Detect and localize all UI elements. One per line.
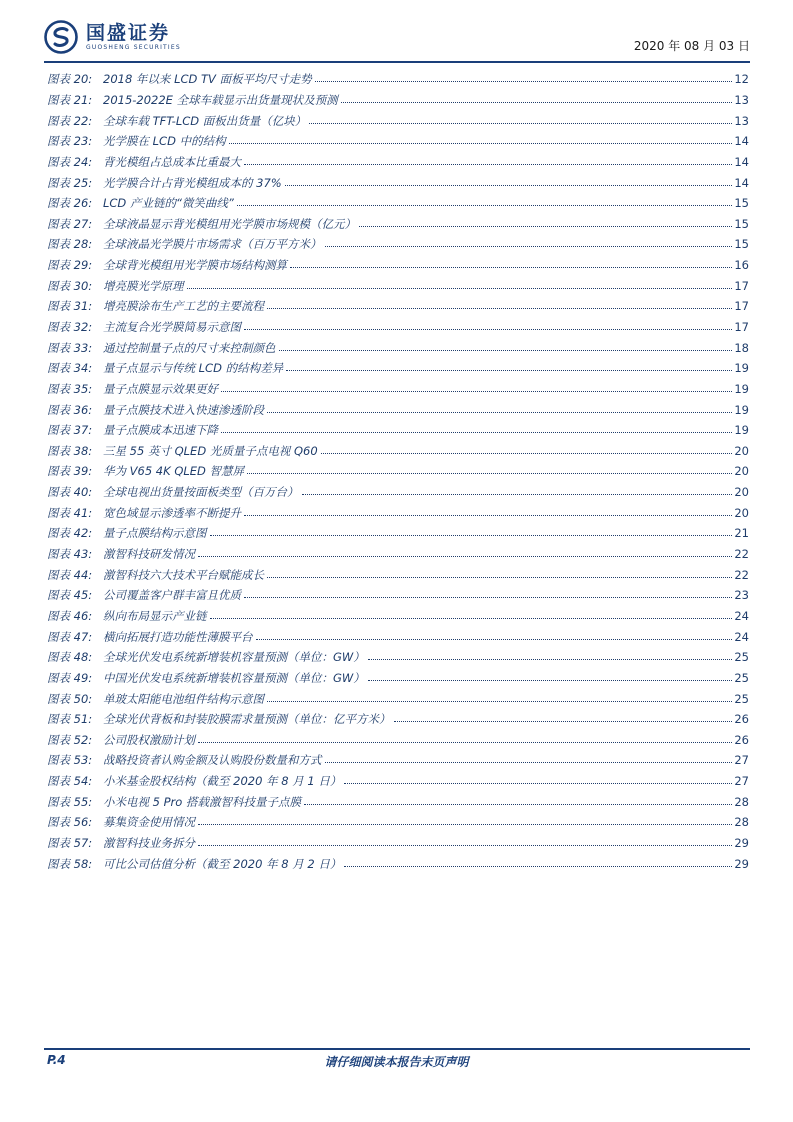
toc-figure-title: 全球背光模组用光学膜市场结构测算 (103, 258, 287, 273)
toc-figure-label: 图表 58: (47, 856, 93, 871)
toc-figure-title: 光学膜在 LCD 中的结构 (103, 134, 226, 149)
toc-figure-label: 图表 23: (47, 134, 93, 149)
toc-dot-leader (221, 391, 732, 392)
toc-figure-title: 光学膜合计占背光模组成本的 37% (103, 175, 282, 190)
toc-entry[interactable] (47, 420, 749, 441)
toc-figure-title: 小米电视 5 Pro 搭载激智科技量子点膜 (103, 794, 301, 809)
toc-figure-title: 单玻太阳能电池组件结构示意图 (103, 691, 264, 706)
toc-figure-label: 图表 30: (47, 278, 93, 293)
toc-figure-label: 图表 32: (47, 320, 93, 334)
toc-entry[interactable] (47, 213, 749, 234)
toc-page-number: 14 (734, 175, 749, 190)
toc-page-number: 25 (734, 691, 749, 706)
toc-entry[interactable] (47, 853, 749, 874)
toc-entry[interactable] (47, 544, 749, 565)
toc-figure-label: 图表 55: (47, 794, 93, 809)
toc-entry[interactable] (47, 234, 749, 255)
toc-entry[interactable] (47, 606, 749, 627)
toc-figure-title: 激智科技业务拆分 (103, 836, 195, 851)
toc-dot-leader (210, 618, 733, 619)
toc-page-number: 27 (734, 774, 749, 789)
toc-figure-label: 图表 36: (47, 402, 93, 417)
toc-page-number: 26 (734, 712, 749, 727)
toc-figure-label: 图表 41: (47, 505, 93, 520)
toc-entry[interactable] (47, 750, 749, 771)
toc-figure-title: 背光模组占总成本比重最大 (103, 154, 241, 169)
toc-dot-leader (368, 680, 733, 681)
toc-figure-label: 图表 50: (47, 691, 93, 706)
toc-figure-title: 量子点膜成本迅速下降 (103, 423, 218, 438)
toc-entry[interactable] (47, 564, 749, 585)
toc-page-number: 21 (734, 526, 749, 541)
toc-dot-leader (344, 866, 732, 867)
toc-figure-title: 激智科技六大技术平台赋能成长 (103, 567, 264, 582)
toc-figure-title: 中国光伏发电系统新增装机容量预测（单位：GW） (103, 670, 365, 685)
toc-page-number: 13 (734, 92, 749, 107)
toc-figure-label: 图表 33: (47, 340, 93, 355)
toc-page-number: 17 (734, 299, 749, 314)
toc-figure-label: 图表 42: (47, 526, 93, 541)
toc-figure-title: 量子点膜技术进入快速渗透阶段 (103, 402, 264, 417)
toc-page-number: 19 (734, 402, 749, 417)
toc-entry[interactable] (47, 358, 749, 379)
figure-index-list (47, 69, 749, 874)
toc-page-number: 15 (734, 196, 749, 211)
toc-figure-title: 增亮膜涂布生产工艺的主要流程 (103, 299, 264, 314)
toc-dot-leader (244, 329, 732, 330)
toc-figure-title: LCD 产业链的“微笑曲线” (103, 196, 234, 211)
toc-figure-title: 横向拓展打造功能性薄膜平台 (103, 629, 253, 644)
toc-page-number: 18 (734, 340, 749, 355)
toc-dot-leader (237, 205, 732, 206)
toc-figure-title: 全球光伏背板和封装胶膜需求量预测（单位：亿平方米） (103, 712, 391, 727)
toc-figure-title: 全球液晶显示背光模组用光学膜市场规模（亿元） (103, 216, 356, 231)
toc-figure-label: 图表 46: (47, 608, 93, 623)
toc-page-number: 13 (734, 113, 749, 128)
toc-figure-title: 量子点膜显示效果更好 (103, 381, 218, 396)
toc-entry[interactable] (47, 771, 749, 792)
toc-page-number: 28 (734, 794, 749, 809)
toc-figure-label: 图表 28: (47, 237, 93, 252)
toc-figure-label: 图表 57: (47, 836, 93, 851)
toc-figure-label: 图表 29: (47, 258, 93, 273)
toc-figure-title: 2015-2022E 全球车载显示出货量现状及预测 (103, 92, 338, 107)
toc-dot-leader (244, 515, 732, 516)
toc-entry[interactable] (47, 441, 749, 462)
toc-figure-label: 图表 24: (47, 154, 93, 169)
toc-page-number: 27 (734, 753, 749, 768)
toc-page-number: 26 (734, 732, 749, 747)
toc-figure-title: 量子点膜结构示意图 (103, 526, 207, 541)
toc-dot-leader (359, 226, 732, 227)
toc-figure-label: 图表 37: (47, 423, 93, 438)
toc-figure-title: 可比公司估值分析（截至 2020 年 8 月 2 日） (103, 856, 342, 871)
toc-figure-label: 图表 21: (47, 92, 93, 107)
toc-dot-leader (198, 824, 732, 825)
toc-figure-title: 纵向布局显示产业链 (103, 608, 207, 623)
toc-dot-leader (302, 494, 733, 495)
toc-entry[interactable] (47, 193, 749, 214)
toc-dot-leader (229, 143, 733, 144)
toc-dot-leader (325, 762, 733, 763)
toc-entry[interactable] (47, 482, 749, 503)
toc-dot-leader (221, 432, 732, 433)
toc-dot-leader (244, 164, 732, 165)
toc-entry[interactable] (47, 110, 749, 131)
toc-entry[interactable] (47, 296, 749, 317)
toc-figure-label: 图表 31: (47, 299, 93, 314)
toc-entry[interactable] (47, 69, 749, 90)
toc-figure-label: 图表 27: (47, 216, 93, 231)
toc-figure-title: 通过控制量子点的尺寸来控制颜色 (103, 340, 276, 355)
toc-figure-label: 图表 34: (47, 361, 93, 376)
toc-entry[interactable] (47, 461, 749, 482)
toc-entry[interactable] (47, 626, 749, 647)
toc-figure-label: 图表 49: (47, 670, 93, 685)
report-date: 2020 年 08 月 03 日 (633, 39, 750, 53)
toc-figure-label: 图表 22: (47, 113, 93, 128)
toc-entry[interactable] (47, 833, 749, 854)
footer-divider (44, 1048, 750, 1050)
toc-entry[interactable] (47, 647, 749, 668)
toc-figure-label: 图表 53: (47, 753, 93, 768)
toc-dot-leader (247, 473, 732, 474)
toc-dot-leader (325, 246, 733, 247)
toc-page-number: 29 (734, 836, 749, 851)
toc-dot-leader (267, 308, 732, 309)
toc-figure-label: 图表 39: (47, 464, 93, 479)
toc-figure-title: 主流复合光学膜简易示意图 (103, 320, 241, 334)
page-number: P.4 (47, 1053, 66, 1067)
toc-entry[interactable] (47, 317, 749, 338)
toc-entry[interactable] (47, 337, 749, 358)
toc-figure-label: 图表 56: (47, 815, 93, 830)
toc-figure-title: 全球液晶光学膜片市场需求（百万平方米） (103, 237, 322, 252)
toc-entry[interactable] (47, 688, 749, 709)
page-header (44, 20, 750, 66)
toc-figure-title: 全球车载 TFT-LCD 面板出货量（亿块） (103, 113, 307, 128)
toc-dot-leader (198, 556, 732, 557)
toc-dot-leader (244, 597, 732, 598)
toc-figure-label: 图表 48: (47, 650, 93, 665)
toc-dot-leader (315, 81, 733, 82)
toc-figure-title: 小米基金股权结构（截至 2020 年 8 月 1 日） (103, 774, 342, 789)
toc-dot-leader (341, 102, 733, 103)
toc-entry[interactable] (47, 131, 749, 152)
toc-page-number: 14 (734, 134, 749, 149)
logo-icon (44, 20, 78, 54)
toc-page-number: 20 (734, 464, 749, 479)
toc-figure-label: 图表 20: (47, 72, 93, 87)
toc-entry[interactable] (47, 668, 749, 689)
toc-entry[interactable] (47, 502, 749, 523)
toc-page-number: 22 (734, 547, 749, 562)
toc-dot-leader (279, 350, 733, 351)
company-logo (44, 20, 181, 54)
toc-dot-leader (267, 701, 732, 702)
toc-figure-title: 公司覆盖客户群丰富且优质 (103, 588, 241, 603)
toc-figure-title: 2018 年以来 LCD TV 面板平均尺寸走势 (103, 72, 312, 87)
toc-entry[interactable] (47, 709, 749, 730)
toc-entry[interactable] (47, 523, 749, 544)
toc-figure-title: 募集资金使用情况 (103, 815, 195, 830)
toc-figure-title: 公司股权激励计划 (103, 732, 195, 747)
toc-dot-leader (286, 370, 732, 371)
toc-figure-label: 图表 38: (47, 443, 93, 458)
toc-page-number: 24 (734, 629, 749, 644)
toc-entry[interactable] (47, 379, 749, 400)
toc-page-number: 15 (734, 237, 749, 252)
toc-entry[interactable] (47, 791, 749, 812)
toc-dot-leader (304, 804, 732, 805)
toc-page-number: 17 (734, 278, 749, 293)
toc-page-number: 19 (734, 423, 749, 438)
toc-dot-leader (368, 659, 733, 660)
toc-figure-label: 图表 44: (47, 567, 93, 582)
toc-entry[interactable] (47, 152, 749, 173)
toc-figure-label: 图表 45: (47, 588, 93, 603)
toc-page-number: 24 (734, 608, 749, 623)
toc-figure-title: 激智科技研发情况 (103, 547, 195, 562)
toc-dot-leader (210, 535, 733, 536)
toc-figure-label: 图表 40: (47, 485, 93, 500)
logo-name-en: GUOSHENG SECURITIES (86, 44, 181, 51)
toc-page-number: 16 (734, 258, 749, 273)
toc-page-number: 29 (734, 856, 749, 871)
logo-name-cn: 国盛证券 (86, 22, 171, 44)
toc-entry[interactable] (47, 275, 749, 296)
toc-entry[interactable] (47, 399, 749, 420)
toc-figure-label: 图表 51: (47, 712, 93, 727)
toc-figure-title: 华为 V65 4K QLED 智慧屏 (103, 464, 245, 479)
toc-dot-leader (198, 742, 732, 743)
toc-entry[interactable] (47, 90, 749, 111)
toc-entry[interactable] (47, 730, 749, 751)
toc-page-number: 20 (734, 505, 749, 520)
toc-dot-leader (321, 453, 733, 454)
toc-figure-title: 全球电视出货量按面板类型（百万台） (103, 485, 299, 500)
toc-figure-label: 图表 43: (47, 547, 93, 562)
toc-dot-leader (256, 639, 733, 640)
toc-page-number: 17 (734, 320, 749, 334)
toc-dot-leader (290, 267, 732, 268)
toc-dot-leader (309, 123, 732, 124)
toc-figure-label: 图表 26: (47, 196, 93, 211)
toc-entry[interactable] (47, 812, 749, 833)
toc-dot-leader (267, 412, 732, 413)
toc-dot-leader (267, 577, 732, 578)
toc-figure-label: 图表 54: (47, 774, 93, 789)
toc-figure-title: 三星 55 英寸 QLED 光质量子点电视 Q60 (103, 443, 318, 458)
toc-figure-title: 战略投资者认购金额及认购股份数量和方式 (103, 753, 322, 768)
toc-page-number: 23 (734, 588, 749, 603)
header-divider (44, 61, 750, 63)
toc-page-number: 28 (734, 815, 749, 830)
toc-figure-label: 图表 35: (47, 381, 93, 396)
disclaimer-note: 请仔细阅读本报告末页声明 (324, 1055, 469, 1069)
toc-figure-title: 量子点显示与传统 LCD 的结构差异 (103, 361, 284, 376)
toc-dot-leader (285, 185, 733, 186)
toc-entry[interactable] (47, 172, 749, 193)
toc-page-number: 25 (734, 670, 749, 685)
toc-figure-title: 全球光伏发电系统新增装机容量预测（单位：GW） (103, 650, 365, 665)
toc-figure-label: 图表 52: (47, 732, 93, 747)
toc-page-number: 22 (734, 567, 749, 582)
toc-dot-leader (198, 845, 732, 846)
toc-page-number: 12 (734, 72, 749, 87)
toc-page-number: 14 (734, 154, 749, 169)
toc-entry[interactable] (47, 585, 749, 606)
toc-figure-title: 宽色域显示渗透率不断提升 (103, 505, 241, 520)
toc-figure-label: 图表 47: (47, 629, 93, 644)
toc-page-number: 19 (734, 361, 749, 376)
toc-page-number: 20 (734, 485, 749, 500)
toc-entry[interactable] (47, 255, 749, 276)
toc-figure-title: 增亮膜光学原理 (103, 278, 184, 293)
toc-page-number: 19 (734, 381, 749, 396)
toc-figure-label: 图表 25: (47, 175, 93, 190)
toc-page-number: 15 (734, 216, 749, 231)
toc-page-number: 20 (734, 443, 749, 458)
toc-page-number: 25 (734, 650, 749, 665)
toc-dot-leader (394, 721, 733, 722)
toc-dot-leader (344, 783, 732, 784)
toc-dot-leader (187, 288, 733, 289)
